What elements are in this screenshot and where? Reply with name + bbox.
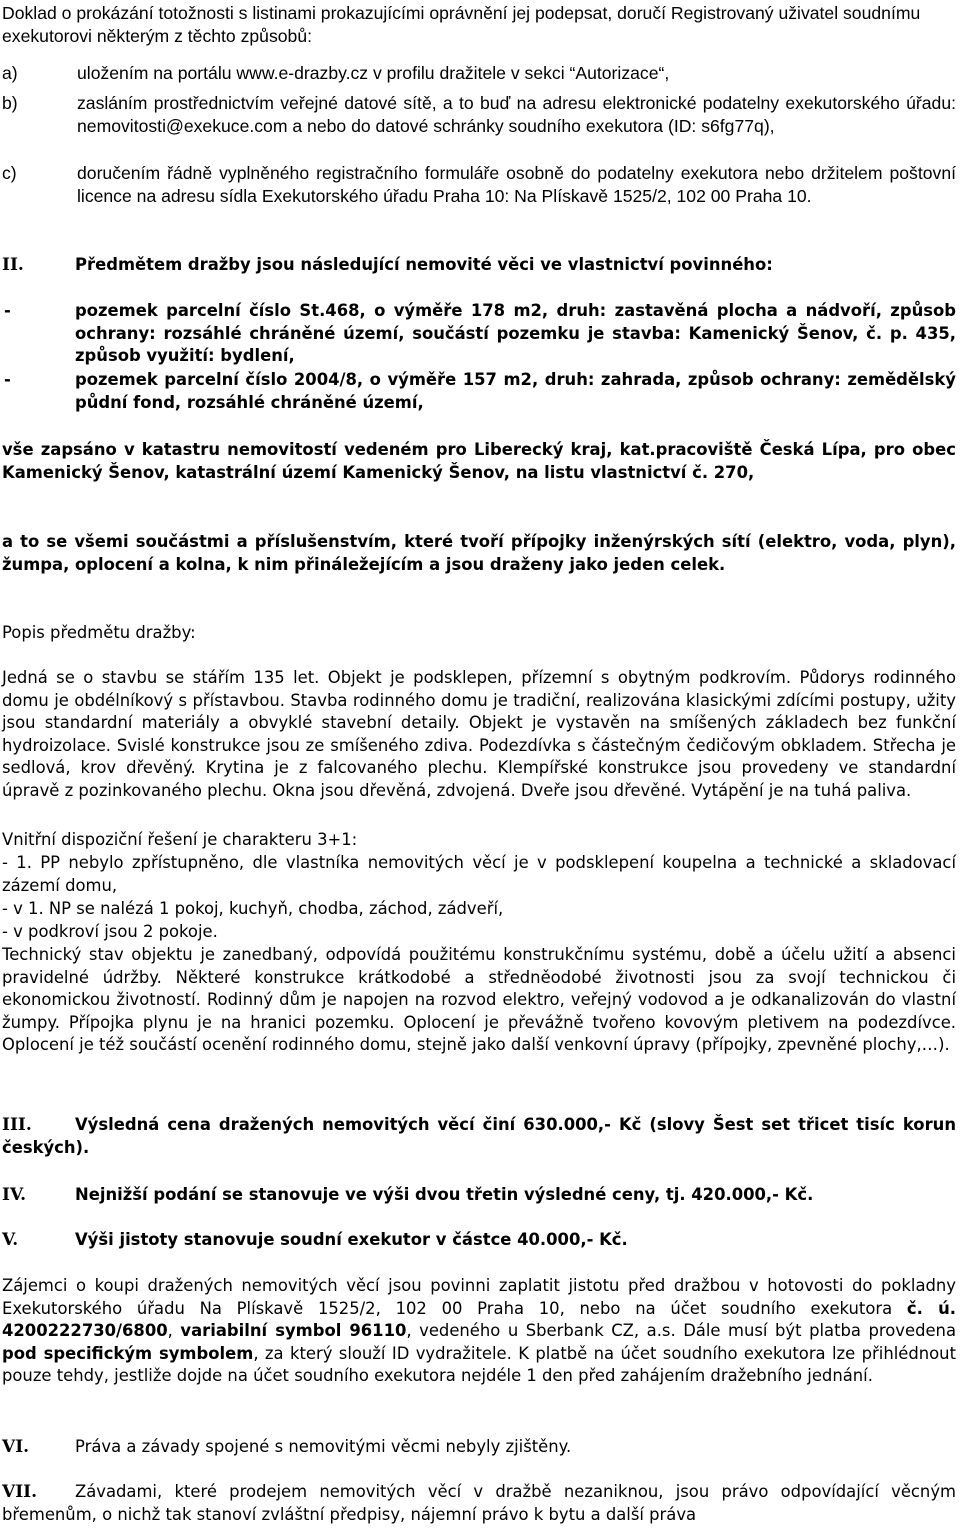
layout-attic: - v podkroví jsou 2 pokoje. xyxy=(2,922,218,941)
section-iii xyxy=(2,1114,956,1159)
payment-text-2: , xyxy=(167,1321,181,1341)
way-marker-c: c) xyxy=(2,163,17,183)
way-item-c xyxy=(2,162,956,209)
bank-account-number: č. ú. 4200222730/6800 xyxy=(2,1298,956,1341)
description-paragraph-1: Jedná se o stavbu se stářím 135 let. Objekt je podsklepen, přízemní s obytným podkrovím. Půdorys rodinného domu je obdélníkový s přístavbou. Stavba rodinného domu je tradiční, realizována klasickými zdícími postupy, užity jsou standardní materiály a obvyklé stavební detaily. Objekt je vystavěn na smíšených základech bez funkční hydroizolace. Svislé konstrukce jsou ze smíšeného zdiva. Podezdívka s částečným čedičovým obkladem. Střecha je sedlová, krov dřevěný. Krytina je z falcovaného plechu. Klempířské konstrukce jsou provedeny ve standardní úpravě z pozinkovaného plechu. Okna jsou dřevěná, zdvojená. Dveře jsou dřevěné. Vytápění je na tuhá paliva. xyxy=(2,668,956,800)
section-ii-heading xyxy=(2,254,956,277)
section-v xyxy=(2,1229,956,1252)
description-label: Popis předmětu dražby: xyxy=(2,623,196,642)
section-vi xyxy=(2,1436,956,1459)
property-dash-2: - xyxy=(4,370,11,389)
section-iii-text: Výsledná cena dražených nemovitých věcí činí 630.000,- Kč (slovy Šest set třicet tisíc korun českých). xyxy=(2,1115,956,1157)
payment-paragraph xyxy=(2,1275,956,1388)
specific-symbol-note: pod specifickým symbolem xyxy=(2,1343,254,1363)
layout-label: Vnitřní dispoziční řešení je charakteru 3+1: xyxy=(2,830,358,849)
payment-text-3: , vedeného u Sberbank CZ, a.s. Dále musí být platba provedena xyxy=(406,1321,956,1341)
section-vii-text: Závadami, které prodejem nemovitých věcí v dražbě nezaniknou, jsou právo odpovídající věcným břemenům, o nichž tak stanoví zvláštní předpisy, nájemní právo k bytu a další práva xyxy=(2,1482,956,1524)
section-vii-number: VII. xyxy=(2,1482,38,1502)
way-text-b: zasláním prostřednictvím veřejné datové sítě, a to buď na adresu elektronické podatelny exekutorského úřadu: nemovitosti@exekuce.com a nebo do datové schránky soudního exekutora (ID: s6fg77q), xyxy=(77,93,956,137)
description-paragraph-2: Technický stav objektu je zanedbaný, odpovídá použitému konstrukčnímu systému, době a účelu užití a absenci pravidelné údržby. Některé konstrukce krátkodobé a středněodobé životnosti jsou za svojí technickou či ekonomickou životností. Rodinný dům je napojen na rozvod elektro, veřejný vodovod a je odkanalizován do vlastní žumpy. Přípojka plynu je na hranici pozemku. Oplocení je převážně tvořeno kovovým pletivem na podezdívce. Oplocení je též součástí ocenění rodinného domu, stejně jako další venkovní úpravy (přípojky, zpevněné plochy,…). xyxy=(2,945,956,1055)
section-iv xyxy=(2,1184,956,1207)
way-text-c: doručením řádně vyplněného registračního formuláře osobně do podatelny exekutora nebo držitelem poštovní licence na adresu sídla Exekutorského úřadu Praha 10: Na Plískavě 1525/2, 102 00 Praha 10. xyxy=(77,163,956,207)
section-ii-number: II. xyxy=(2,255,24,275)
property-dash-1: - xyxy=(4,301,11,320)
section-vii xyxy=(2,1481,956,1526)
property-item-1 xyxy=(2,300,956,368)
way-item-b xyxy=(2,92,956,139)
registry-paragraph: vše zapsáno v katastru nemovitostí vedeném pro Liberecký kraj, kat.pracoviště Česká Lípa, pro obec Kamenický Šenov, katastrální území Kamenický Šenov, na listu vlastnictví č. 270, xyxy=(2,440,956,482)
property-text-1: pozemek parcelní číslo St.468, o výměře 178 m2, druh: zastavěná plocha a nádvoří, způsob ochrany: rozsáhlé chráněné území, součástí pozemku je stavba: Kamenický Šenov, č. p. 435, způsob využití: bydlení, xyxy=(75,301,956,366)
section-vi-text: Práva a závady spojené s nemovitými věcmi nebyly zjištěny. xyxy=(75,1437,572,1456)
property-text-2: pozemek parcelní číslo 2004/8, o výměře 157 m2, druh: zahrada, způsob ochrany: zemědělský půdní fond, rozsáhlé chráněné území, xyxy=(75,370,956,412)
section-vi-number: VI. xyxy=(2,1437,30,1457)
intro-paragraph: Doklad o prokázání totožnosti s listinami prokazujícími oprávnění jej podepsat, doručí Registrovaný uživatel soudnímu exekutorovi některým z těchto způsobů: xyxy=(2,3,921,47)
payment-text-4: , za který slouží ID vydražitele. K platbě na účet soudního exekutora lze přihlédnout pouze tehdy, jestliže dojde na účet soudního exekutora nejdéle 1 den před zahájením dražebního jednání. xyxy=(2,1343,956,1386)
way-marker-b: b) xyxy=(2,93,18,113)
payment-text-1: Zájemci o koupi dražených nemovitých věcí jsou povinni zaplatit jistotu před dražbou v hotovosti do pokladny Exekutorského úřadu Na Plískavě 1525/2, 102 00 Praha 10, nebo na účet soudního exekutora xyxy=(2,1276,956,1318)
section-ii-title: Předmětem dražby jsou následující nemovité věci ve vlastnictví povinného: xyxy=(75,255,773,274)
section-iii-number: III. xyxy=(2,1115,32,1135)
layout-ground-floor: - v 1. NP se nalézá 1 pokoj, kuchyň, chodba, záchod, zádveří, xyxy=(2,899,504,918)
way-marker-a: a) xyxy=(2,63,18,83)
accessories-paragraph: a to se všemi součástmi a příslušenstvím, které tvoří přípojky inženýrských sítí (elektro, voda, plyn), žumpa, oplocení a kolna, k nim přináležejícím a jsou draženy jako jeden celek. xyxy=(2,532,956,574)
way-item-a xyxy=(2,62,956,85)
section-iv-number: IV. xyxy=(2,1185,27,1205)
section-iv-text: Nejnižší podání se stanovuje ve výši dvou třetin výsledné ceny, tj. 420.000,- Kč. xyxy=(75,1185,814,1204)
section-v-number: V. xyxy=(2,1230,19,1250)
layout-basement: - 1. PP nebylo zpřístupněno, dle vlastníka nemovitých věcí je v podsklepení koupelna a technické a skladovací zázemí domu, xyxy=(2,853,956,895)
way-text-a: uložením na portálu www.e-drazby.cz v profilu dražitele v sekci “Autorizace“, xyxy=(77,63,670,83)
section-v-text: Výši jistoty stanovuje soudní exekutor v částce 40.000,- Kč. xyxy=(75,1230,628,1249)
property-item-2 xyxy=(2,369,956,414)
variable-symbol: variabilní symbol 96110 xyxy=(180,1321,407,1341)
